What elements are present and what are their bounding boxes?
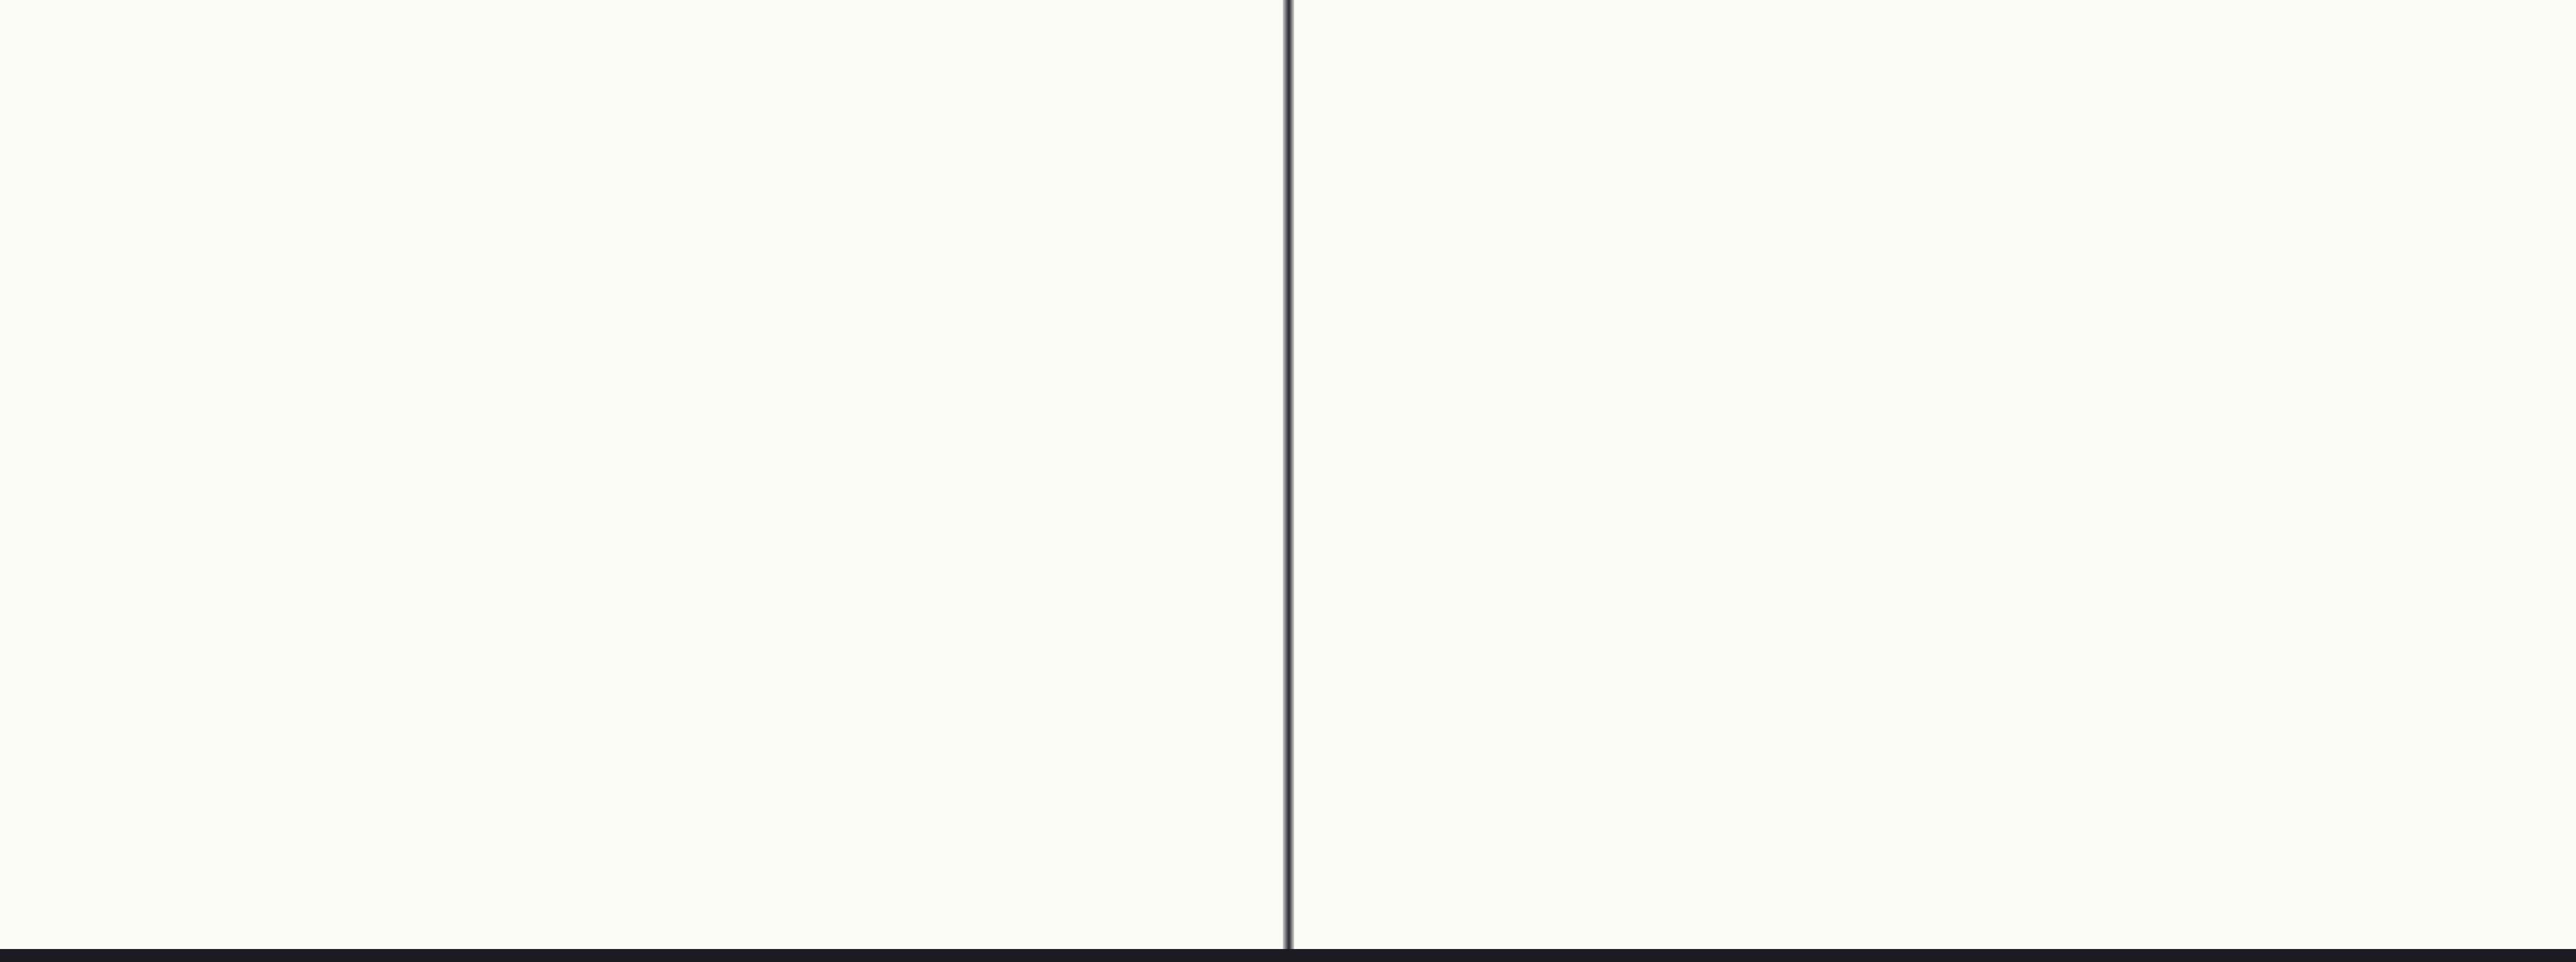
bottom-edge	[0, 949, 2576, 962]
book-spine	[1283, 0, 1294, 962]
right-page	[1290, 0, 2576, 949]
left-page	[0, 0, 1287, 949]
right-register-table	[1290, 0, 2576, 949]
left-register-table	[0, 0, 1287, 949]
